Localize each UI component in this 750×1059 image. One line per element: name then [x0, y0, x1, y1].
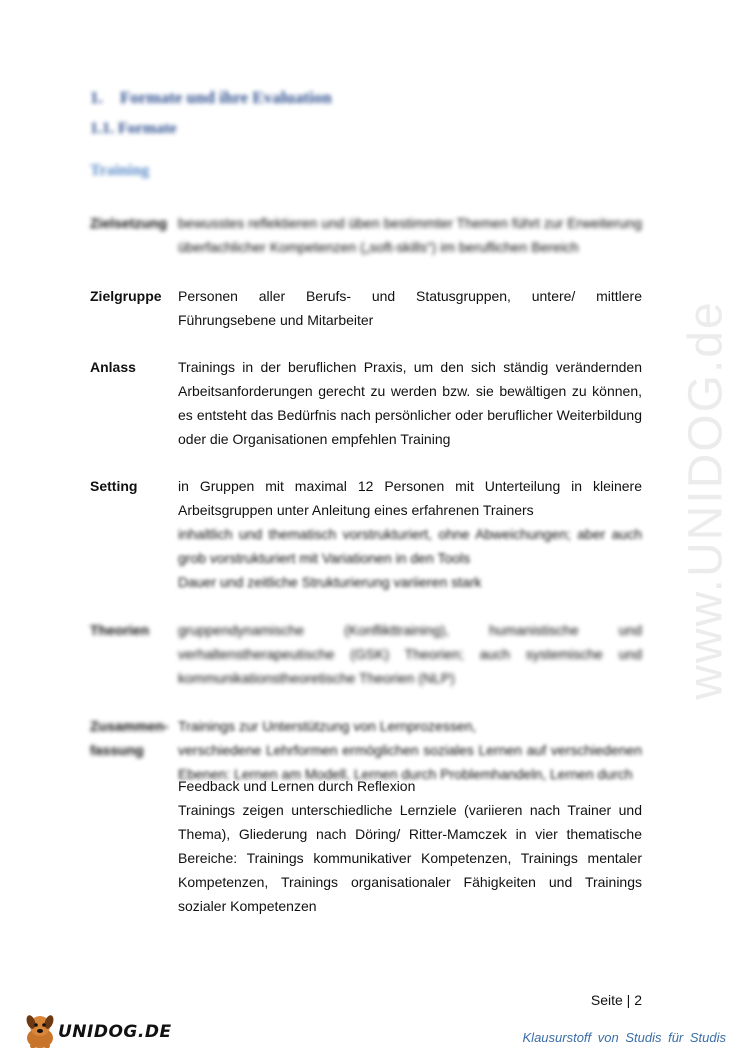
- row-label: Zielsetzung: [90, 215, 168, 231]
- row-text: in Gruppen mit maximal 12 Personen mit Unterteilung in kleinere Arbeitsgruppen unter Anleitung eines erfahrenen Trainers: [178, 478, 642, 518]
- row-label: Zielgruppe: [90, 288, 162, 304]
- row-label: Setting: [90, 478, 138, 494]
- row-content: [178, 618, 642, 690]
- section-title: Formate und ihre Evaluation: [120, 88, 332, 107]
- row-text: gruppendynamische (Konflikttraining), humanistische und verhaltenstherapeutische (GSK) Theorien; auch systemische und kommunikationstheoretische Theorien (NLP): [178, 622, 642, 686]
- watermark: www.UNIDOG.de: [679, 300, 733, 700]
- logo-text: UNIDOG.DE: [58, 1022, 172, 1042]
- dog-icon: [22, 1012, 58, 1050]
- row-text: Trainings zeigen unterschiedliche Lernziele (variieren nach Trainer und Thema), Gliederung nach Döring/ Ritter-Mamczek in vier thematische Bereiche: Trainings kommunikativer Kompetenzen, Trainings mentaler Kompetenzen, Trainings organisationaler Fähigkeiten und Trainings sozialer Kompetenzen: [178, 802, 642, 914]
- row-content: [178, 474, 642, 594]
- footer-slogan: Klausurstoff von Studis für Studis: [522, 1030, 726, 1045]
- page-number: Seite | 2: [590, 992, 642, 1008]
- row-content: [178, 714, 642, 918]
- row-text: bewusstes reflektieren und üben bestimmter Themen führt zur Erweiterung überfachlicher Kompetenzen („soft-skills“) im beruflichen Bereich: [178, 215, 642, 255]
- format-heading: Training: [90, 162, 150, 179]
- logo[interactable]: [22, 1012, 172, 1050]
- row-content: [178, 355, 642, 451]
- row-label: Zusammen-fassung: [90, 718, 169, 758]
- row-text-blurred: Trainings zur Unterstützung von Lernprozessen,: [178, 718, 477, 734]
- subsection-heading: 1.1. Formate: [90, 120, 177, 137]
- row-content: [178, 211, 642, 259]
- section-heading: [90, 88, 332, 108]
- row-label: Theorien: [90, 622, 150, 638]
- row-text-blurred: verschiedene Lehrformen ermöglichen soziales Lernen auf verschiedenen Ebenen: Lernen am Modell, Lernen durch Problemhandeln, Lernen durch: [178, 742, 642, 782]
- row-text-blurred: Dauer und zeitliche Strukturierung variieren stark: [178, 574, 482, 590]
- row-content: [178, 284, 642, 332]
- row-label: Anlass: [90, 359, 136, 375]
- row-text: Trainings in der beruflichen Praxis, um den sich ständig verändernden Arbeitsanforderungen gerecht zu werden bzw. sie bewältigen zu können, es entsteht das Bedürfnis nach persönlicher oder beruflicher Weiterbildung oder die Organisationen empfehlen Training: [178, 359, 642, 447]
- row-text: Personen aller Berufs- und Statusgruppen, untere/ mittlere Führungsebene und Mitarbeiter: [178, 288, 642, 328]
- section-number: 1.: [90, 88, 103, 107]
- row-text: Feedback und Lernen durch Reflexion: [178, 778, 416, 794]
- row-text-blurred: inhaltlich und thematisch vorstrukturiert, ohne Abweichungen; aber auch grob vorstrukturiert mit Variationen in den Tools: [178, 526, 642, 566]
